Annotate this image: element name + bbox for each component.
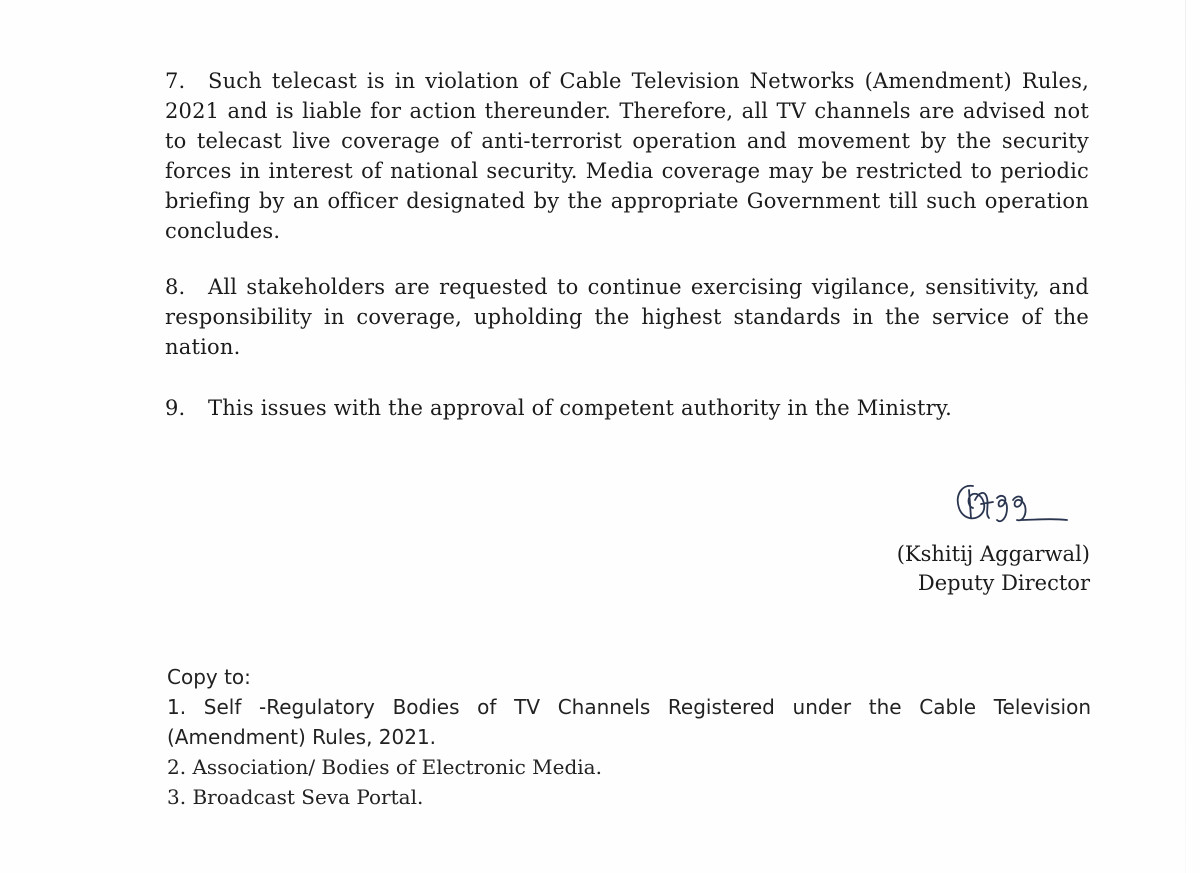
signatory-name: (Kshitij Aggarwal) — [896, 542, 1090, 566]
copy-to-heading: Copy to: — [167, 665, 251, 689]
signatory-block — [897, 540, 1090, 598]
scan-edge-mark — [1185, 0, 1186, 873]
copy-to-item: 2. Association/ Bodies of Electronic Media. — [167, 755, 602, 779]
copy-to-item: 3. Broadcast Seva Portal. — [167, 785, 424, 809]
signatory-designation: Deputy Director — [917, 571, 1090, 595]
paragraph-9 — [165, 393, 1089, 423]
paragraph-8 — [165, 272, 1089, 362]
handwritten-signature — [951, 478, 1071, 530]
paragraph-7 — [165, 66, 1089, 246]
paragraph-text: This issues with the approval of competent authority in the Ministry. — [208, 396, 953, 420]
copy-to-item: 1. Self -Regulatory Bodies of TV Channels Registered under the Cable Television (Amendment) Rules, 2021. — [167, 695, 1091, 749]
paragraph-number: 8. — [165, 275, 186, 299]
paragraph-text: Such telecast is in violation of Cable Television Networks (Amendment) Rules, 2021 and is liable for action thereunder. Therefore, all TV channels are advised not to telecast live coverage of anti-terrorist operation and movement by the security forces in interest of national security. Media coverage may be restricted to periodic briefing by an officer designated by the appropriate Government till such operation concludes. — [165, 69, 1089, 243]
copy-to-section — [167, 662, 1091, 812]
paragraph-number: 9. — [165, 396, 186, 420]
paragraph-text: All stakeholders are requested to continue exercising vigilance, sensitivity, and responsibility in coverage, upholding the highest standards in the service of the nation. — [165, 275, 1089, 359]
paragraph-number: 7. — [165, 69, 186, 93]
